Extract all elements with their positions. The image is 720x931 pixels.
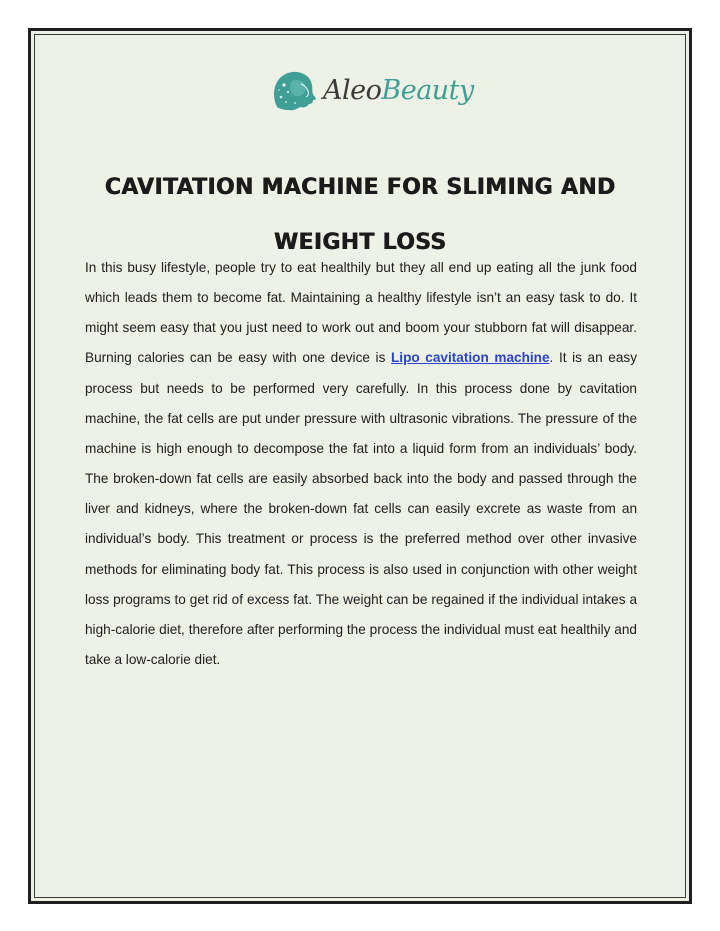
- document-title: CAVITATION MACHINE FOR SLIMING AND WEIGHT LOSS: [104, 174, 616, 255]
- woman-profile-icon: [271, 69, 323, 113]
- logo-word-beauty: Beauty: [381, 75, 474, 106]
- brand-logo: [271, 69, 474, 113]
- body-paragraph: [85, 253, 637, 675]
- paragraph-text-after-link: . It is an easy process but needs to be performed very carefully. In this process done by cavitation machine, the fat cells are put under pressure with ultrasonic vibrations. The pressure of the machine is high enough to decompose the fat into a liquid form from an individuals’ body. The broken-down fat cells are easily absorbed back into the body and passed through the liver and kidneys, where the broken-down fat cells can easily excrete as waste from an individual’s body. This treatment or process is the preferred method over other invasive methods for eliminating body fat. This process is also used in conjunction with other weight loss programs to get rid of excess fat. The weight can be regained if the individual intakes a high-calorie diet, therefore after performing the process the individual must eat healthily and take a low-calorie diet.: [85, 350, 638, 668]
- logo-wordmark: [323, 69, 474, 113]
- paragraph-text-before-link: In this busy lifestyle, people try to eat healthily but they all end up eating all the junk food which leads them to become fat. Maintaining a healthy lifestyle isn’t an easy task to do. It might seem easy that you just need to work out and boom your stubborn fat will disappear. Burning calories can be easy with one device is: [85, 260, 637, 366]
- document-page: [28, 28, 692, 904]
- logo-word-aleo: Aleo: [323, 75, 382, 106]
- lipo-cavitation-machine-link[interactable]: Lipo cavitation machine: [391, 350, 550, 366]
